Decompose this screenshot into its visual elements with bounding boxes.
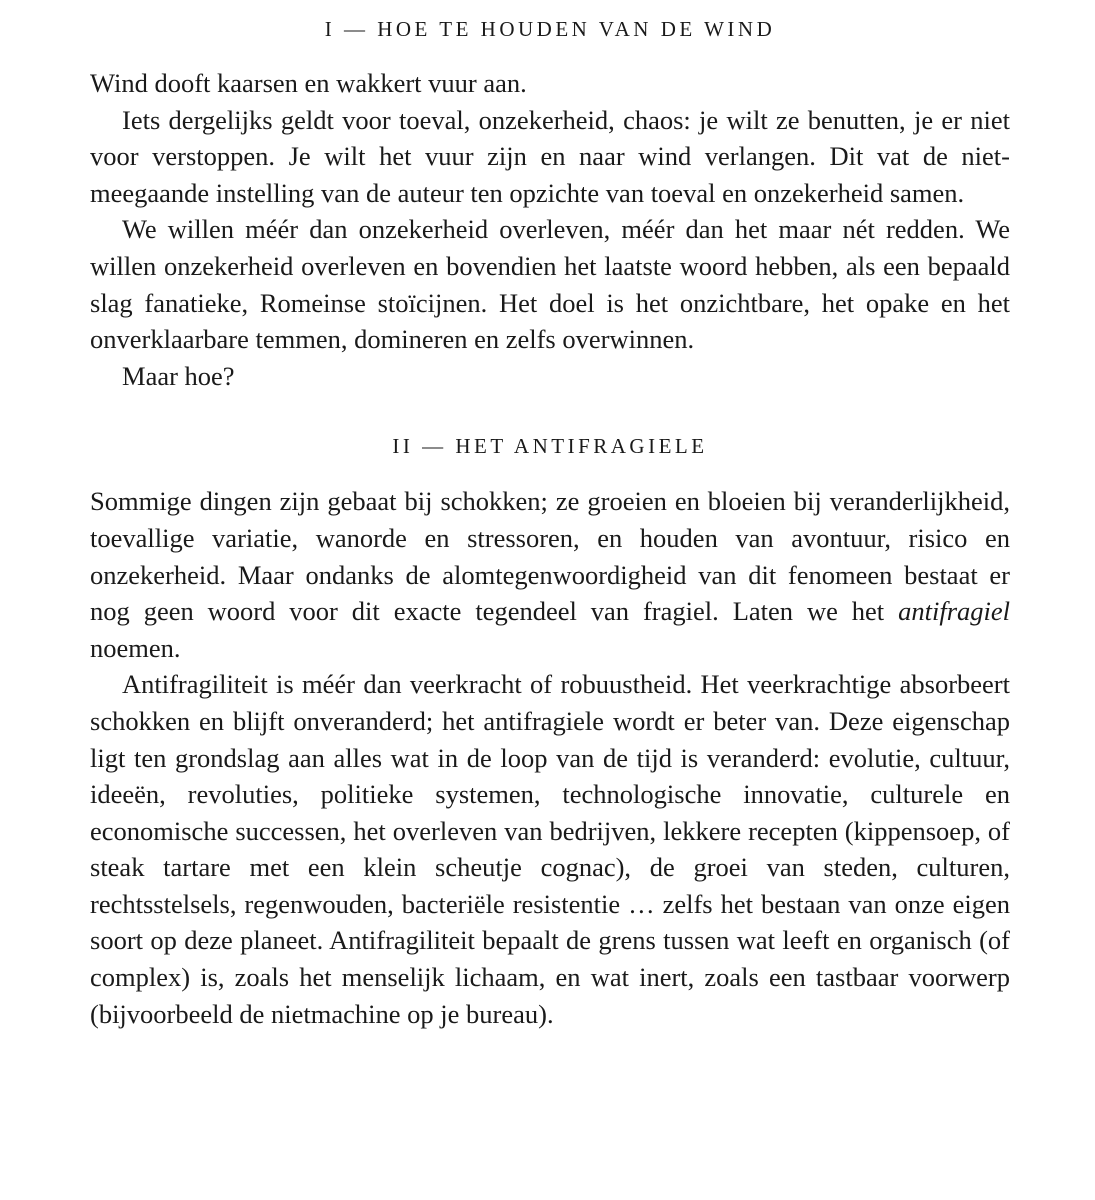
- paragraph-text: noemen.: [90, 632, 181, 663]
- paragraph: Iets dergelijks geldt voor toeval, onzekerheid, chaos: je wilt ze benutten, je er niet voor verstoppen. Je wilt het vuur zijn en naar wind verlangen. Dit vat de niet-meegaande instelling van de auteur ten opzichte van toeval en onzekerheid samen.: [90, 104, 1010, 208]
- paragraph-text: Sommige dingen zijn gebaat bij schokken; ze groeien en bloeien bij veranderlijkheid, toevallige variatie, wanorde en stressoren, en houden van avontuur, risico en onzekerheid. Maar ondanks de alomtegenwoordigheid van dit fenomeen bestaat er nog geen woord voor dit exacte tegendeel van fragiel. Laten we het: [90, 486, 1010, 627]
- paragraph: [90, 483, 1010, 666]
- paragraph: We willen méér dan onzekerheid overleven, méér dan het maar nét redden. We willen onzekerheid overleven en bovendien het laatste woord hebben, als een bepaald slag fanatieke, Romeinse stoïcijnen. Het doel is het onzichtbare, het opake en het onverklaarbare temmen, domineren en zelfs overwinnen.: [90, 214, 1010, 355]
- italic-term: antifragiel: [898, 596, 1010, 627]
- paragraph: Wind dooft kaarsen en wakkert vuur aan.: [90, 68, 527, 98]
- section-body-2: [90, 483, 1010, 1032]
- paragraph: Maar hoe?: [122, 360, 235, 391]
- book-page: [90, 0, 1010, 1032]
- section-title-2: II — HET ANTIFRAGIELE: [392, 434, 708, 459]
- paragraph: Antifragiliteit is méér dan veerkracht of robuustheid. Het veerkrachtige absorbeert schokken en blijft onveranderd; het antifragiele wordt er beter van. Deze eigenschap ligt ten grondslag aan alles wat in de loop van de tijd is veranderd: evolutie, cultuur, ideeën, revoluties, politieke systemen, technologische innovatie, culturele en economische successen, het overleven van bedrijven, lekkere recepten (kippensoep, of steak tartare met een klein scheutje cognac), de groei van steden, culturen, rechtsstelsels, regenwouden, bacteriële resistentie … zelfs het bestaan van onze eigen soort op deze planeet. Antifragiliteit bepaalt de grens tussen wat leeft en organisch (of complex) is, zoals het menselijk lichaam, en wat inert, zoals een tastbaar voorwerp (bijvoorbeeld de nietmachine op je bureau).: [90, 669, 1010, 1029]
- section-title-1: I — HOE TE HOUDEN VAN DE WIND: [324, 17, 776, 41]
- section-body-1: [90, 65, 1010, 394]
